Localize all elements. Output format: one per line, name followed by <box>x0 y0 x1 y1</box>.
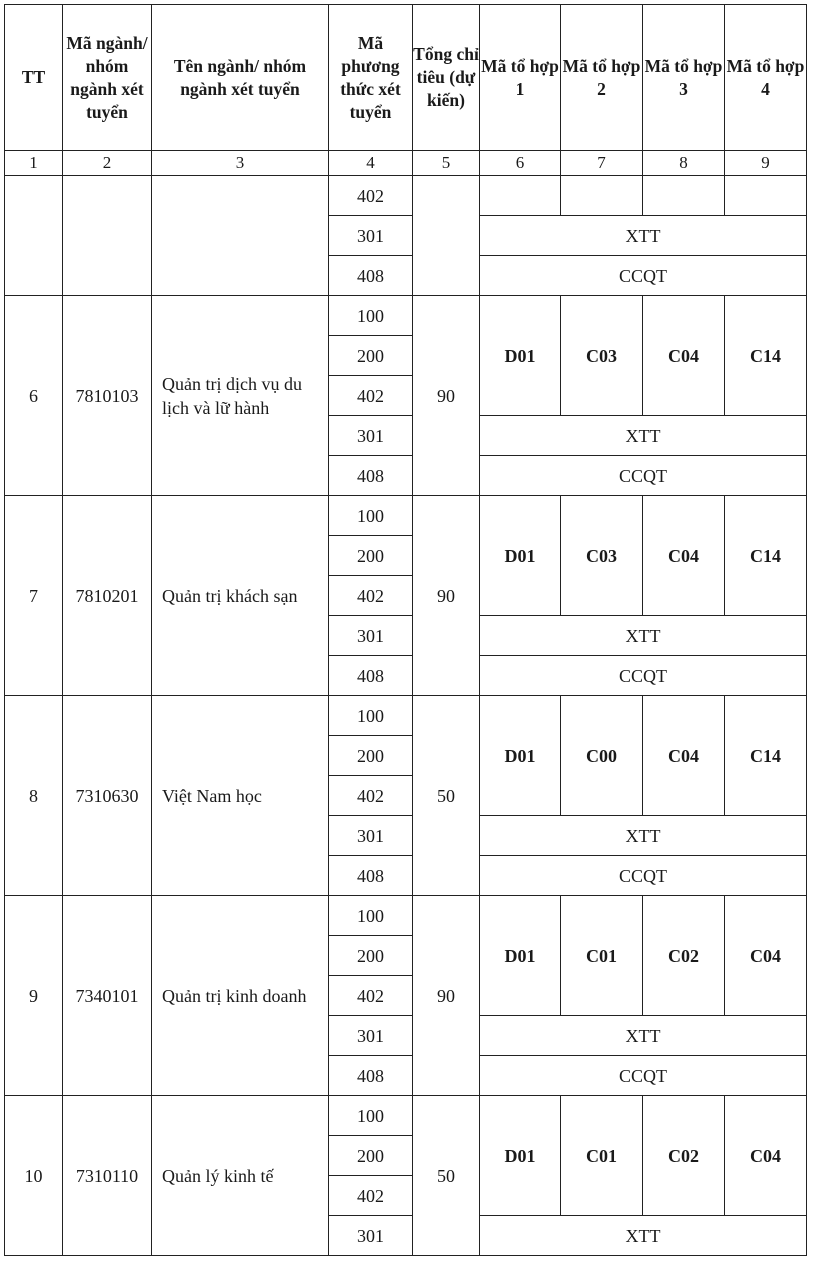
header-combo-3: Mã tổ hợp 3 <box>643 5 725 151</box>
combo-cell: C14 <box>725 296 807 416</box>
name-cell: Quản lý kinh tế <box>152 1096 329 1256</box>
name-cell: Quản trị khách sạn <box>152 496 329 696</box>
method-cell: 100 <box>329 296 413 336</box>
method-cell: 408 <box>329 256 413 296</box>
method-cell: 402 <box>329 176 413 216</box>
method-cell: 408 <box>329 1056 413 1096</box>
xtt-cell: XTT <box>480 416 807 456</box>
table-row <box>5 176 807 216</box>
quota-cell: 50 <box>413 696 480 896</box>
method-cell: 301 <box>329 216 413 256</box>
combo-cell: C04 <box>725 1096 807 1216</box>
combo-cell: C02 <box>643 1096 725 1216</box>
method-cell: 402 <box>329 976 413 1016</box>
xtt-cell: XTT <box>480 616 807 656</box>
method-cell: 200 <box>329 336 413 376</box>
method-cell: 402 <box>329 1176 413 1216</box>
tt-cell: 7 <box>5 496 63 696</box>
header-row <box>5 5 807 151</box>
tt-cell-empty <box>5 176 63 296</box>
header-combo-2: Mã tổ hợp 2 <box>561 5 643 151</box>
admissions-table <box>4 4 807 1256</box>
combo-cell: C01 <box>561 896 643 1016</box>
method-cell: 408 <box>329 856 413 896</box>
tt-cell: 10 <box>5 1096 63 1256</box>
column-number: 8 <box>643 151 725 176</box>
method-cell: 301 <box>329 1216 413 1256</box>
combo-cell: C04 <box>725 896 807 1016</box>
method-cell: 402 <box>329 576 413 616</box>
combo-cell: D01 <box>480 696 561 816</box>
combo-cell-empty <box>561 176 643 216</box>
name-cell: Việt Nam học <box>152 696 329 896</box>
quota-cell: 90 <box>413 496 480 696</box>
combo-cell: D01 <box>480 896 561 1016</box>
combo-cell-empty <box>725 176 807 216</box>
name-cell: Quản trị kinh doanh <box>152 896 329 1096</box>
method-cell: 200 <box>329 536 413 576</box>
admissions-table-page <box>4 4 807 1256</box>
ccqt-cell: CCQT <box>480 1056 807 1096</box>
code-cell-empty <box>63 176 152 296</box>
ccqt-cell: CCQT <box>480 456 807 496</box>
tt-cell: 8 <box>5 696 63 896</box>
table-row <box>5 496 807 536</box>
quota-cell-empty <box>413 176 480 296</box>
combo-cell: D01 <box>480 496 561 616</box>
column-number: 5 <box>413 151 480 176</box>
xtt-cell: XTT <box>480 1216 807 1256</box>
method-cell: 200 <box>329 936 413 976</box>
method-cell: 301 <box>329 1016 413 1056</box>
code-cell: 7810201 <box>63 496 152 696</box>
combo-cell: C00 <box>561 696 643 816</box>
method-cell: 200 <box>329 1136 413 1176</box>
table-row <box>5 296 807 336</box>
code-cell: 7810103 <box>63 296 152 496</box>
code-cell: 7310110 <box>63 1096 152 1256</box>
method-cell: 408 <box>329 456 413 496</box>
method-cell: 301 <box>329 816 413 856</box>
combo-cell: C04 <box>643 496 725 616</box>
combo-cell: C03 <box>561 296 643 416</box>
header-quota: Tổng chỉ tiêu (dự kiến) <box>413 5 480 151</box>
column-number: 1 <box>5 151 63 176</box>
table-row <box>5 696 807 736</box>
ccqt-cell: CCQT <box>480 256 807 296</box>
combo-cell: C14 <box>725 696 807 816</box>
column-number: 3 <box>152 151 329 176</box>
column-number: 7 <box>561 151 643 176</box>
name-cell-empty <box>152 176 329 296</box>
column-number: 9 <box>725 151 807 176</box>
ccqt-cell: CCQT <box>480 856 807 896</box>
method-cell: 100 <box>329 696 413 736</box>
header-combo-4: Mã tổ hợp 4 <box>725 5 807 151</box>
xtt-cell: XTT <box>480 1016 807 1056</box>
header-combo-1: Mã tổ hợp 1 <box>480 5 561 151</box>
method-cell: 402 <box>329 776 413 816</box>
xtt-cell: XTT <box>480 216 807 256</box>
quota-cell: 90 <box>413 296 480 496</box>
method-cell: 100 <box>329 1096 413 1136</box>
table-row <box>5 896 807 936</box>
header-name: Tên ngành/ nhóm ngành xét tuyển <box>152 5 329 151</box>
combo-cell-empty <box>643 176 725 216</box>
method-cell: 301 <box>329 616 413 656</box>
header-method: Mã phương thức xét tuyển <box>329 5 413 151</box>
ccqt-cell: CCQT <box>480 656 807 696</box>
combo-cell: D01 <box>480 296 561 416</box>
column-number: 4 <box>329 151 413 176</box>
table-row <box>5 1096 807 1136</box>
method-cell: 100 <box>329 496 413 536</box>
quota-cell: 90 <box>413 896 480 1096</box>
method-cell: 301 <box>329 416 413 456</box>
combo-cell: C01 <box>561 1096 643 1216</box>
name-cell: Quản trị dịch vụ du lịch và lữ hành <box>152 296 329 496</box>
combo-cell: C04 <box>643 696 725 816</box>
method-cell: 200 <box>329 736 413 776</box>
combo-cell: C02 <box>643 896 725 1016</box>
combo-cell: C03 <box>561 496 643 616</box>
code-cell: 7310630 <box>63 696 152 896</box>
header-tt: TT <box>5 5 63 151</box>
combo-cell-empty <box>480 176 561 216</box>
xtt-cell: XTT <box>480 816 807 856</box>
tt-cell: 6 <box>5 296 63 496</box>
method-cell: 402 <box>329 376 413 416</box>
method-cell: 408 <box>329 656 413 696</box>
header-code: Mã ngành/ nhóm ngành xét tuyển <box>63 5 152 151</box>
column-number: 6 <box>480 151 561 176</box>
column-number: 2 <box>63 151 152 176</box>
method-cell: 100 <box>329 896 413 936</box>
combo-cell: D01 <box>480 1096 561 1216</box>
quota-cell: 50 <box>413 1096 480 1256</box>
code-cell: 7340101 <box>63 896 152 1096</box>
tt-cell: 9 <box>5 896 63 1096</box>
column-number-row <box>5 151 807 176</box>
combo-cell: C04 <box>643 296 725 416</box>
combo-cell: C14 <box>725 496 807 616</box>
